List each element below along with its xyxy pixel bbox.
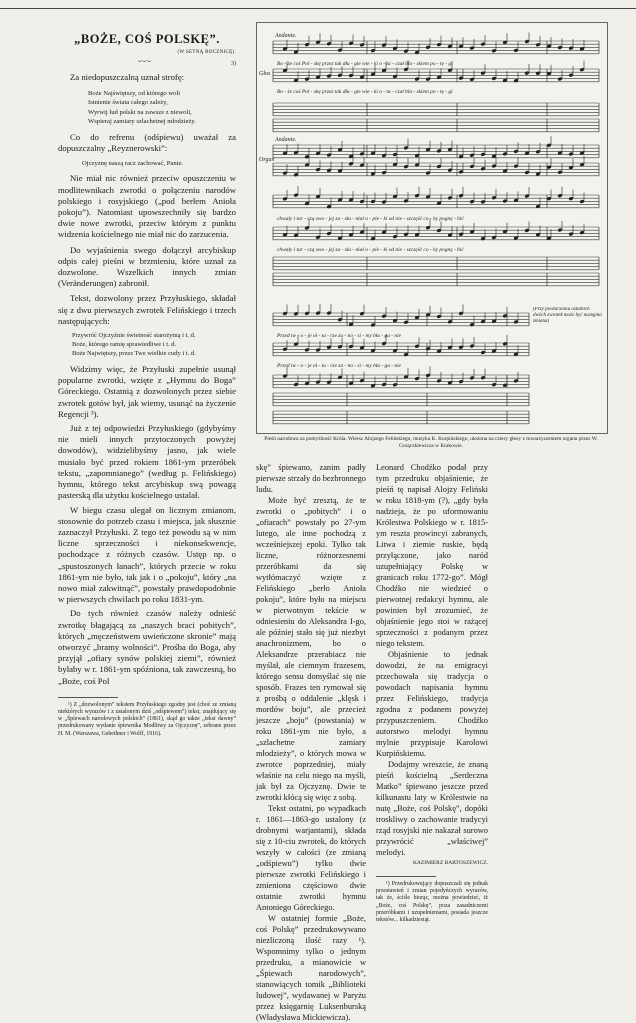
verse-line: Przywróć Ojczyźnie świetność starożytną i t. d.: [72, 332, 196, 340]
score-label: Organ: [259, 157, 275, 163]
author-signature: KAZIMIERZ BARTOSZEWICZ.: [412, 860, 488, 866]
refrain-quote: Ojczyznę naszą racz zachować, Panie.: [82, 160, 184, 168]
side-note: [533, 307, 603, 367]
paragraph: skę” śpiewano, zanim padły pierwsze strzały do bezbronnego ludu.: [256, 463, 366, 494]
paragraph: Leonard Chodźko podał przy tym przedruku objaśnienie, że pieśń tę napisał Alojzy Feliński w roku 1818-ym (?), „gdy była nadzieja, że po uformowaniu Królestwa Polskiego w r. 1815-ym reszta prowincyi zabranych, Litwa i ziemie ruskie, będą przyłączone, jako naród uzupełniający Polskę w granicach roku 1772-go”. Mógł Chodźko nie wiedzieć o pierwotnej redakcyi hymnu, ale powinien był zrozumieć, że objaśnienie jego stoi w rażącej sprzeczności z podanym przez niego tekstem.: [376, 463, 488, 648]
paragraph: W biegu czasu ulegał on licznym zmianom, stosownie do potrzeb czasu i miejsca, jak słusznie zaznaczył Przyłuski. Z tego też powodu są w nim liczne sprzeczności i niekonsekwencje, pochodzące z różnych czasów. Ustęp np. o „spustoszonych łanach”, których przecie w roku 1861-ym nie było, tak jak i o „pokoju”, który „na nowo miał zakwitnąć”, powstały prawdopodobnie w pierwszych chwilach po roku 1831-ym.: [58, 504, 236, 605]
paragraph: Do tych również czasów należy odnieść zwrotkę błagającą za „naszych braci pobitych”, których „męczeństwem uwieńczone skronie” mają otworzyć „bramy wolności”. Prośba do Boga, aby przyjął „ofiary synów polskiej ziemi”, również byłaby w r. 1861-ym spóźniona, tak zawczesną, bo „Boże, coś Pol: [58, 608, 236, 686]
lyric-line: chwały i tar - czą swo - jej za - sła - niał o - pie - ki od nie - szczęść co - by pognę - bić: [277, 216, 464, 222]
article-title: „BOŻE, COŚ POLSKĘ”.: [74, 32, 220, 46]
paragraph: Dodajmy wreszcie, że znaną pieśń kościelną „Serdeczna Matko” śpiewano jeszcze przed kilkunastu laty w Królestwie na nutę „Boże, coś Polskę”, dopóki troskliwy o zachowanie tradycyi rząd rosyjski nie nakazał surowo przywrócić „właściwej” melodyi.: [376, 760, 488, 857]
verse-line: Boże Najwiętszy, przez Twe wielkie cudy i t. d.: [72, 350, 196, 358]
article-subtitle: (W SETNĄ ROCZNICĘ).: [177, 50, 236, 55]
lyric-line: Przed tw - o - je oł - ta - rze za - no - si - my bła - ga - nie: [277, 363, 401, 369]
page-marker: 3): [231, 60, 236, 67]
paragraph: Objaśnienie to jednak dowodzi, że na emigracyi przechowała się tradycja o powodach napisania hymnu przez Felińskiego, tradycja zgodna z podanem powyżej przypuszczeniem. Chodźko autorstwo melodyi hymnu mylnie przypisuje Karolowi Kurpińskiemu.: [376, 650, 488, 758]
music-score: [257, 23, 607, 433]
verse-quote: [88, 89, 236, 126]
score-label: Andante.: [275, 33, 297, 39]
top-rule: [0, 8, 636, 9]
paragraph: Nie miał nic również przeciw opuszczeniu w modlitewnikach zwrotki o połączeniu narodów polskiego i rosyjskiego („pod berłem Anioła pokoju”). Natomiast upowszechniły się bardzo dwie nowe zwrotki, przeciw którym z punktu widzenia kościelnego nie miał nic do zarzucenia.: [58, 173, 236, 240]
paragraph: W ostatniej formie „Boże, coś Polskę” przedrukowywano niezliczoną ilość razy ¹). Wspomnimy tylko o jednym przedruku, a mianowicie w „Śpiewach narodowych”, stanowiących tomik „Biblioteki ludowej”, wydawanej w Paryżu przez księgarnię Luksenburską (Władysława Mickiewicza).: [256, 914, 366, 1022]
article-middle-column: [256, 462, 366, 1023]
footnote: ¹) Przedrukowujący dopuszczali się jednak przestawień i zmian pojedyńczych wyrazów, tak że, ściśle biorąc, można powiedzieć, iż „Boże, coś Polskę”, poza zasadniczemi przeróbkami i uzupełnieniami, posiada jeszcze tekstów... kilkadziesiąt.: [376, 881, 488, 924]
lyric-line: Przed tw - o - je oł - ta - rze za - no - si - my bła - ga - nie: [277, 333, 401, 339]
music-score-figure: [256, 22, 608, 434]
paragraph: Tekst ostatni, po wypadkach r. 1861—1863-go ustalony (z drobnymi warjantami), składa się z 10-ciu zwrotek, do których wszyły w całości (ze zmianą „odśpiewu”) tylko dwie pierwsze zwrotki Felińskiego i zmieniona częściowo dwie ostatnie zwrotki hymnu Antoniego Góreckiego.: [256, 804, 366, 912]
paragraph: Co do refrenu (odśpiewu) uważał za dopuszczalny „Reyznerowski”:: [58, 132, 236, 154]
lyric-line: chwały i tar - czą swo - jej za - sła - niał o - pie - ki od nie - szczęść co - by pognę - bić: [277, 247, 464, 253]
figure-caption: Pieśń narodowa za pomyślność Króla. Wiersz Alojzego Felińskiego, muzyka K. Kurpińskiego, ułożona na cztery głosy z towarzyszeniem organu przez W. Gorączkiewicza w Krakowie.: [264, 436, 598, 450]
side-note-text: (Przy powtarzaniu ostatnich dwóch zwrotek może być następna zmiana): [533, 307, 602, 324]
paragraph: Widzimy więc, że Przyłuski zupełnie usunął popularne zwrotki, wzięte z „Hymnu do Boga” Góreckiego. Ostatnią z dozwolonych przez siebie zwrotek gotów był, jak wiemy, usunąć na życzenie Regencji ³).: [58, 364, 236, 419]
verse-line: Boże Najświętszy, od którego woli: [88, 90, 181, 98]
paragraph: Za niedopuszczalną uznał strofę:: [70, 72, 185, 82]
verse-line: Wspieraj zamiary szlachetnej młodzieży.: [88, 117, 196, 125]
lyric-line: Bo - że coś Pol - skę przez tak dłu - gie wie - ki o - ta - czał bla - skiem po - tę - gi: [277, 89, 453, 95]
paragraph: Do wyjaśnienia swego dołączył arcybiskup odpis całej pieśni w brzmieniu, które uznał za dozwolone. Wszelkich innych zmian (Veränderungen) zabronił.: [58, 244, 236, 289]
verse-quote: [72, 331, 236, 358]
lyric-line: Bo - że coś Pol - skę przez tak dłu - gie wie - ki o - ta - czał bla - skiem po - tę - gi: [277, 61, 453, 67]
article-left-column: [58, 22, 236, 738]
article-right-column: [376, 462, 488, 924]
footnote-rule: [376, 876, 436, 877]
score-label: Głos: [259, 71, 271, 77]
verse-line: Wyrwij lud polski na zawsze z niewoli,: [88, 108, 192, 116]
score-label: Andante.: [275, 137, 297, 143]
paragraph: Może być zresztą, że te zwrotki o „pobitych” i o „ofiarach” powstały po 27-ym lutego, ale inne pochodzą z wcześniejszej epoki. Tylko tak liczne, różnorzesnemi przeróbkami da się wytłómaczyć wzięte z Felińskiego „berło Anioła pokoju”, które było na miejscu w pierwotnym tekście w odniesieniu do Aleksandra I-go, ale później stało się już niezbyt anachronizmem, bo o Aleksandrze przerabiacz nie myślał, ale ciemnym frazesem, którego sensu domyślać się nie sposób. Frazes ten rymował się z prośbą o oddalenie „klęsk i mordów boju”, ale przecież jeszcze „boju” (powstania) w roku 1861-ym nie było, a „szlachetne zamiary młodzieży”, o których mowa w zwrotce poprzedniej, miały właśnie na celu niego na myśli, jak był za Ojczyznę. Dwie te zwrotki kłócą się więc z sobą.: [256, 496, 366, 802]
ornament: ⌣⌣⌣: [137, 57, 152, 65]
paragraph: Tekst, dozwolony przez Przyłuskiego, składał się z dwu pierwszych zwrotek Felińskiego i trzech następujących:: [58, 293, 236, 326]
footnote: ¹) Z „dozwolonym” tekstem Przyłuskiego zgodny jest (choć ze zmianą niektórych wyrazów i z ustalonym dziś „odśpiewem”) tekst, znajdujący się w „Śpiewach narodowych polskich” (1861), skąd go także „tekst dawny” przedrukowany wydanie śpiewnika Modlitwy za Ojczyznę”, zebrane przez H. M. (Warszawa, Gebethner i Wolff, 1916).: [58, 701, 236, 737]
footnote-rule: [58, 697, 118, 698]
verse-line: Boże, którego ramię sprawiedliwe i t. d.: [72, 341, 177, 349]
paragraph: Już z tej odpowiedzi Przyłuskiego (gdybyśmy nie mieli innych przytoczonych powyżej dowodów), widzielibyśmy jasno, jak wiele musiało być przed rokiem 1861-ym przeróbek tekstu, „zapomnianego” (według p. Felińskiego) hymnu, którego tekst arcybiskup swą powagą pasterską dla użytku kościelnego ustalał.: [58, 423, 236, 501]
verse-line: Istnienie świata całego zależy,: [88, 99, 168, 107]
